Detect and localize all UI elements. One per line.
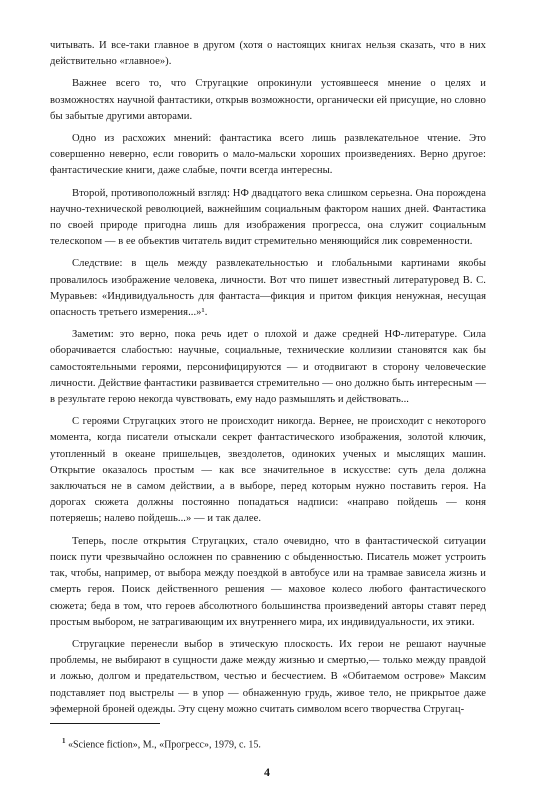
paragraph: Второй, противоположный взгляд: НФ двадцатого века слишком серьезна. Она порождена научно-технической революцией, важнейшим социальным фактором наших дней. Фантастика по своей природе пригодна лишь для изображения прогресса, она служит социальным телескопом — в ее объектив читатель видит стремительно меняющийся лик современности. <box>50 187 486 248</box>
footnote-text: «Science fiction», М., «Прогресс», 1979, с. 15. <box>68 739 261 751</box>
paragraph: Важнее всего то, что Стругацкие опрокинули устоявшееся мнение о целях и возможностях научной фантастики, открыв возможности, органически ей присущие, но словно бы забытые другими авторами. <box>50 78 486 122</box>
page-number: 4 <box>264 765 270 779</box>
footnote-mark: 1 <box>62 737 66 745</box>
paragraph: Следствие: в щель между развлекательностью и глобальными картинами якобы провалилось изображение человека, личности. Вот что пишет известный литературовед В. С. Муравьев: «Индивидуальность для фантаста—фикция и притом фикция ненужная, несущая опасность третьего измерения...»¹. <box>50 258 486 319</box>
paragraph: С героями Стругацких этого не происходит никогда. Вернее, не происходит с некоторого момента, когда писатели отыскали секрет фантастического изображения, золотой ключик, утопленный в океане пришельцев, звездолетов, одиноких ученых и мыслящих машин. Открытие оказалось простым — как все значительное в искусстве: суть дела должна заключаться не в самом действии, а в выборе, перед которым нужно поставить героя. На дорогах сюжета должны постоянно попадаться надписи: «направо пойдешь — коня потеряешь; налево пойдешь...» — и так далее. <box>50 416 486 525</box>
footnote-divider <box>50 723 160 724</box>
paragraph: Одно из расхожих мнений: фантастика всего лишь развлекательное чтение. Это совершенно неверно, если говорить о мало-мальски хороших произведениях. Верно другое: фантастические книги, даже слабые, почти всегда интересны. <box>50 133 486 177</box>
paragraph: читывать. И все-таки главное в другом (хотя о настоящих книгах нельзя сказать, что в них действительно «главное»). <box>50 40 486 68</box>
paragraph: Заметим: это верно, пока речь идет о плохой и даже средней НФ-литературе. Сила оборачивается слабостью: научные, социальные, технические коллизии становятся как бы самостоятельными героями, персонифицируются — и отодвигают в сторону человеческие личности. Действие фантастики развивается стремительно — оно должно быть интересным — в результате герою некогда чувствовать, ему надо размышлять и действовать... <box>50 329 486 406</box>
body-text <box>50 38 486 724</box>
paragraph: Стругацкие перенесли выбор в этическую плоскость. Их герои не решают научные проблемы, не выбирают в сущности даже между жизнью и смертью,— только между правдой и ложью, долгом и предательством, честью и бесчестием. В «Обитаемом острове» Максим подставляет под выстрелы — в упор — обнаженную грудь, живое тело, не прикрытое даже эфемерной броней одежды. Эту сцену можно считать символом всего творчества Стругац- <box>50 638 486 715</box>
paragraph: Теперь, после открытия Стругацких, стало очевидно, что в фантастической ситуации поиск пути чрезвычайно осложнен по сравнению с обыденностью. Писатель может устроить так, чтобы, например, от выбора между поездкой в автобусе или на трамвае зависела жизнь и смерть героя. Поиск действенного решения — маховое колесо любого фантастического сюжета; беда в том, что героев абсолютного большинства произведений авторы ставят перед простым выбором, не затрагивающим их внутреннего мира, их индивидуальности, их этики. <box>50 535 486 628</box>
footnote <box>50 734 486 752</box>
